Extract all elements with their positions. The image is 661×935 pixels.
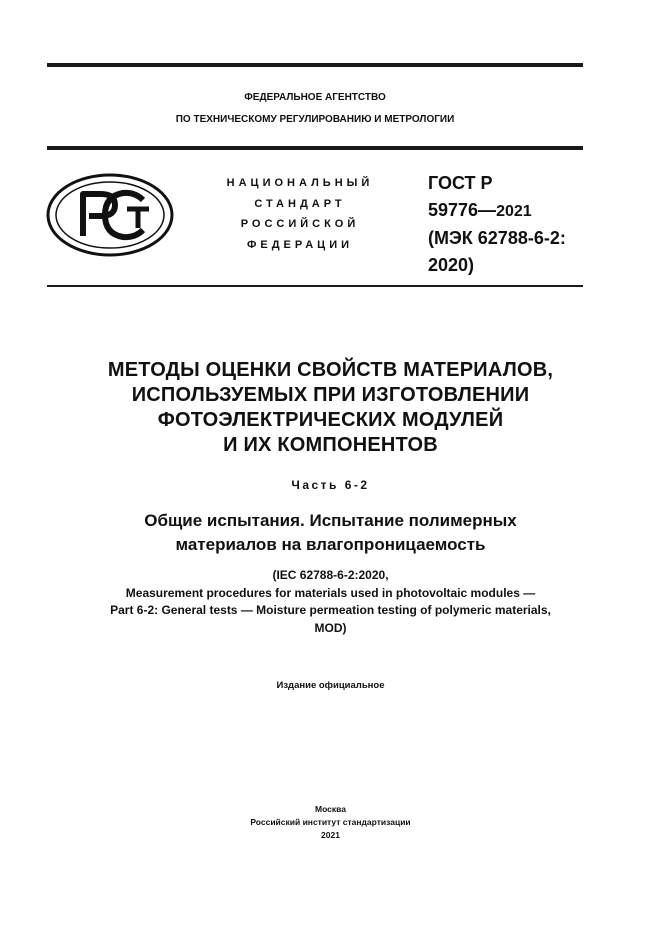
standard-designation — [428, 170, 566, 279]
iec-line2: Measurement procedures for materials used in photovoltaic modules — — [125, 585, 536, 600]
iec-line3: Part 6-2: General tests — Moisture permeation testing of polymeric materials, — [110, 603, 551, 617]
publisher-imprint — [47, 803, 614, 842]
subtitle-line2: материалов на влагопроницаемость — [175, 535, 486, 554]
middle-rule — [47, 146, 583, 150]
part-number: Часть 6-2 — [291, 478, 370, 492]
agency-name-line1: ФЕДЕРАЛЬНОЕ АГЕНТСТВО — [244, 92, 386, 103]
designation-year: 2021 — [496, 203, 532, 220]
title-line2: ИСПОЛЬЗУЕМЫХ ПРИ ИЗГОТОВЛЕНИИ — [131, 384, 530, 406]
national-standard-line1: НАЦИОНАЛЬНЫЙ — [226, 177, 374, 189]
designation-line2 — [428, 197, 566, 225]
subtitle-line1: Общие испытания. Испытание полимерных — [144, 511, 517, 530]
imprint-city: Москва — [315, 804, 346, 814]
document-title — [47, 358, 614, 458]
gost-r-certification-mark-icon — [45, 172, 175, 258]
title-line1: МЕТОДЫ ОЦЕНКИ СВОЙСТВ МАТЕРИАЛОВ, — [107, 359, 554, 381]
iec-line1: (IEC 62788-6-2:2020, — [272, 568, 389, 582]
national-standard-line4: ФЕДЕРАЦИИ — [246, 238, 354, 251]
title-line4: И ИХ КОМПОНЕНТОВ — [223, 434, 438, 456]
iec-line4: MOD) — [314, 620, 347, 635]
bottom-rule — [47, 285, 583, 287]
top-rule — [47, 63, 583, 67]
imprint-year: 2021 — [321, 830, 340, 840]
national-standard-label — [210, 173, 390, 255]
iec-reference — [47, 567, 614, 637]
imprint-publisher: Российский институт стандартизации — [250, 817, 411, 827]
official-edition-label: Издание официальное — [276, 680, 385, 691]
national-standard-line2: СТАНДАРТ — [254, 197, 346, 210]
document-subtitle — [47, 509, 614, 557]
national-standard-line3: РОССИЙСКОЙ — [240, 218, 360, 230]
agency-name-line2: ПО ТЕХНИЧЕСКОМУ РЕГУЛИРОВАНИЮ И МЕТРОЛОГИИ — [175, 114, 455, 125]
title-line3: ФОТОЭЛЕКТРИЧЕСКИХ МОДУЛЕЙ — [157, 409, 504, 431]
designation-number: 59776— — [428, 200, 497, 220]
designation-line1: ГОСТ Р — [428, 173, 493, 193]
designation-line4: 2020) — [428, 255, 475, 275]
designation-line3: (МЭК 62788-6-2: — [428, 228, 566, 248]
